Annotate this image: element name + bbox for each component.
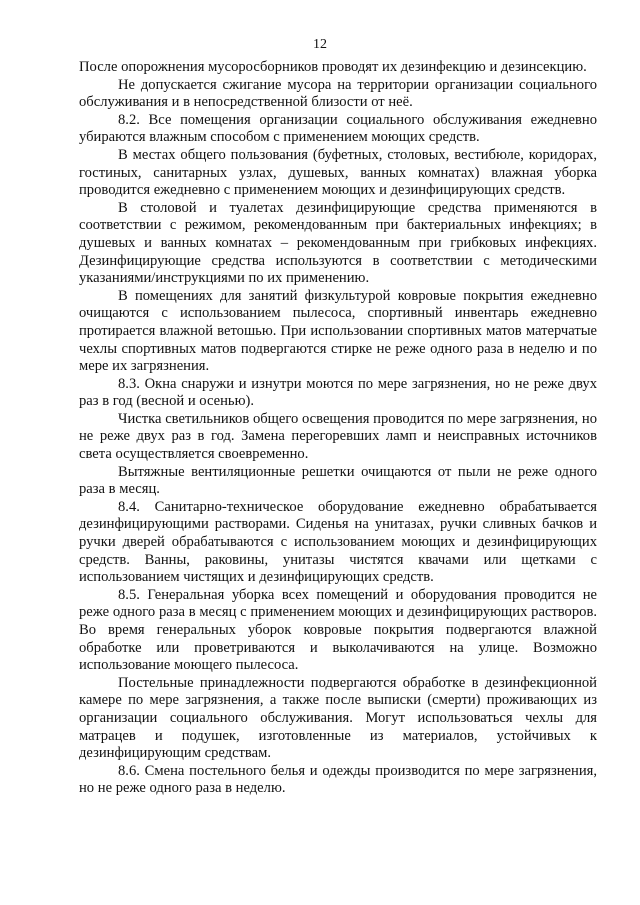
paragraph-8-3-windows: 8.3. Окна снаружи и изнутри моются по мере загрязнения, но не реже двух раз в год (весной и осенью). <box>79 375 597 410</box>
paragraph-dining-toilets: В столовой и туалетах дезинфицирующие средства применяются в соответствии с режимом, рекомендованным при бактериальных инфекциях; в душевых и ванных комнатах – рекомендованным при грибковых инфекциях. Дезинфицирующие средства используются в соответствии с методическими указаниями/инструкциями по их применению. <box>79 199 597 287</box>
paragraph-8-6-linen-change: 8.6. Смена постельного белья и одежды производится по мере загрязнения, но не реже одного раза в неделю. <box>79 762 597 797</box>
paragraph-no-burning: Не допускается сжигание мусора на территории организации социального обслуживания и в непосредственной близости от неё. <box>79 76 597 111</box>
paragraph-8-2-wet-cleaning: 8.2. Все помещения организации социального обслуживания ежедневно убираются влажным способом с применением моющих средств. <box>79 111 597 146</box>
paragraph-bedding: Постельные принадлежности подвергаются обработке в дезинфекционной камере по мере загрязнения, а также после выписки (смерти) проживающих из организации социального обслуживания. Могут использоваться чехлы для матрацев и подушек, изготовленные из материалов, устойчивых к дезинфицирующим средствам. <box>79 674 597 762</box>
paragraph-8-5-general-cleaning: 8.5. Генеральная уборка всех помещений и оборудования проводится не реже одного раза в месяц с применением моющих и дезинфицирующих растворов. Во время генеральных уборок ковровые покрытия подвергаются влажной обработке или проветриваются и выколачиваются на улице. Возможно использование моющего пылесоса. <box>79 586 597 674</box>
paragraph-8-4-sanitary: 8.4. Санитарно-техническое оборудование ежедневно обрабатывается дезинфицирующими растворами. Сиденья на унитазах, ручки сливных бачков и ручки дверей обрабатываются с использованием моющих и дезинфицирующих средств. Ванны, раковины, унитазы чистятся квачами или щетками с использованием чистящих и дезинфицирующих средств. <box>79 498 597 586</box>
paragraph-ventilation: Вытяжные вентиляционные решетки очищаются от пыли не реже одного раза в месяц. <box>79 463 597 498</box>
paragraph-waste-bin-disinfection: После опорожнения мусоросборников проводят их дезинфекцию и дезинсекцию. <box>79 59 587 75</box>
paragraph-sports-rooms: В помещениях для занятий физкультурой ковровые покрытия ежедневно очищаются с использованием пылесоса, спортивный инвентарь ежедневно протирается влажной ветошью. При использовании спортивных матов матерчатые чехлы спортивных матов подвергаются стирке не реже одного раза в неделю и по мере их загрязнения. <box>79 287 597 375</box>
page-number: 12 <box>313 37 327 52</box>
paragraph-common-areas: В местах общего пользования (буфетных, столовых, вестибюле, коридорах, гостиных, санитарных узлах, душевых, ванных комнатах) влажная уборка проводится ежедневно с применением моющих и дезинфицирующих средств. <box>79 146 597 199</box>
paragraph-lamps: Чистка светильников общего освещения проводится по мере загрязнения, но не реже двух раз в год. Замена перегоревших ламп и неисправных источников света осуществляется своевременно. <box>79 410 597 463</box>
document-body <box>79 59 597 798</box>
